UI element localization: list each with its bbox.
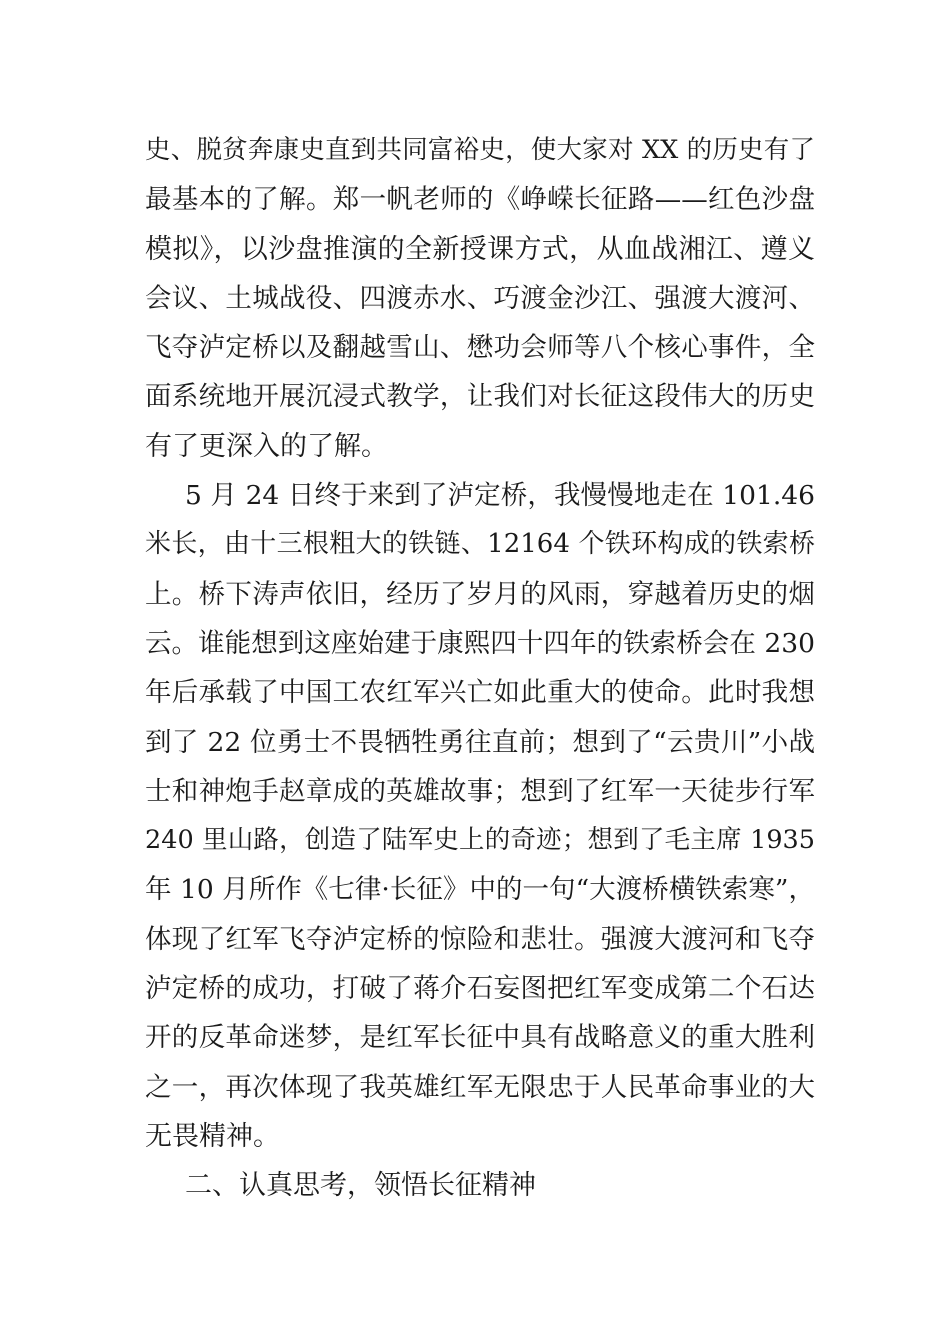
text-line: 240 里山路，创造了陆军史上的奇迹；想到了毛主席 1935 [145, 825, 815, 856]
text-line: 最基本的了解。郑一帆老师的《峥嵘长征路——红色沙盘 [145, 184, 815, 216]
text-line: 面系统地开展沉浸式教学，让我们对长征这段伟大的历史 [145, 381, 815, 413]
text-line: 年 10 月所作《七律·长征》中的一句“大渡桥横铁索寒”， [145, 874, 815, 906]
text-line: 模拟》，以沙盘推演的全新授课方式，从血战湘江、遵义 [145, 233, 815, 265]
text-line: 5 月 24 日终于来到了泸定桥，我慢慢地走在 101.46 [185, 480, 815, 512]
text-line: 上。桥下涛声依旧，经历了岁月的风雨，穿越着历史的烟 [145, 578, 815, 610]
text-line: 开的反革命迷梦，是红军长征中具有战略意义的重大胜利 [145, 1022, 815, 1054]
text-line: 体现了红军飞夺泸定桥的惊险和悲壮。强渡大渡河和飞夺 [145, 923, 815, 955]
text-line: 之一，再次体现了我英雄红军无限忠于人民革命事业的大 [145, 1071, 815, 1103]
text-line: 年后承载了中国工农红军兴亡如此重大的使命。此时我想 [145, 677, 815, 709]
text-line: 云。谁能想到这座始建于康熙四十四年的铁索桥会在 230 [145, 627, 815, 659]
text-line: 史、脱贫奔康史直到共同富裕史，使大家对 XX 的历史有了 [145, 135, 815, 165]
text-line: 无畏精神。 [145, 1120, 280, 1152]
text-line: 有了更深入的了解。 [145, 430, 388, 462]
text-line: 到了 22 位勇士不畏牺牲勇往直前；想到了“云贵川”小战 [145, 726, 815, 758]
text-line: 泸定桥的成功，打破了蒋介石妄图把红军变成第二个石达 [145, 973, 815, 1005]
section-heading: 二、认真思考，领悟长征精神 [185, 1170, 536, 1202]
text-line: 士和神炮手赵章成的英雄故事；想到了红军一天徒步行军 [145, 775, 815, 807]
text-line: 飞夺泸定桥以及翻越雪山、懋功会师等八个核心事件，全 [145, 332, 815, 364]
document-body [145, 126, 815, 1211]
text-line: 会议、土城战役、四渡赤水、巧渡金沙江、强渡大渡河、 [145, 282, 815, 314]
text-line: 米长，由十三根粗大的铁链、12164 个铁环构成的铁索桥 [145, 529, 815, 560]
